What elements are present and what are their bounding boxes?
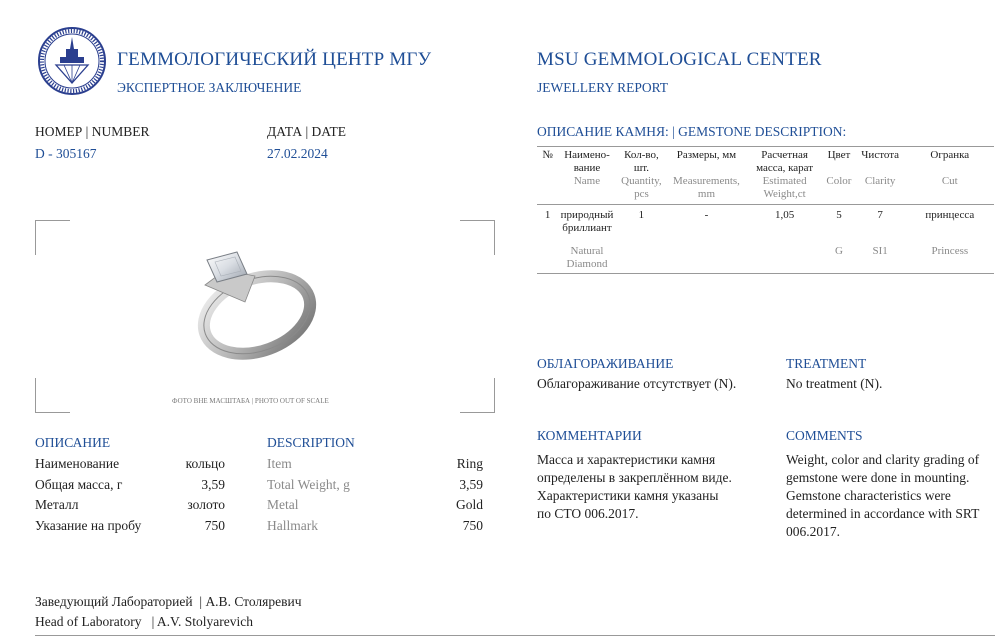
col-name-ru: Наимено- вание: [558, 147, 616, 176]
row-name-en: Natural Diamond: [558, 245, 616, 274]
crop-mark-bottom-left: [35, 378, 70, 413]
title-en: MSU GEMMOLOGICAL CENTER: [537, 49, 822, 70]
signature-ru: Заведующий Лабораторией | А.В. Столяревич: [35, 594, 302, 609]
row-qty: 1: [638, 209, 645, 221]
row-clarity-ru: 7: [877, 209, 883, 221]
date-label: ДАТА | DATE: [267, 124, 347, 139]
crop-mark-bottom-right: [460, 378, 495, 413]
col-num-ru: №: [537, 147, 558, 176]
description-label-en: DESCRIPTION: [267, 435, 355, 450]
col-clarity-en: Clarity: [855, 175, 906, 205]
row-cut-ru: принцесса: [925, 209, 975, 221]
row-color-en: G: [823, 245, 855, 274]
ring-photo: [185, 240, 320, 360]
col-weight-en: Estimated Weight,ct: [746, 175, 823, 205]
row-size: -: [704, 209, 709, 221]
gemstone-table-header: [537, 147, 994, 176]
subtitle-en: JEWELLERY REPORT: [537, 80, 669, 95]
row-weight: 1,05: [774, 209, 795, 221]
treatment-label-ru: ОБЛАГОРАЖИВАНИЕ: [537, 356, 674, 371]
gemstone-section-label: ОПИСАНИЕ КАМНЯ: | GEMSTONE DESCRIPTION:: [537, 124, 847, 139]
crop-mark-top-right: [460, 220, 495, 255]
col-qty-en: Quantity, pcs: [616, 175, 667, 205]
treatment-text-ru: Облагораживание отсутствует (N).: [537, 376, 737, 391]
comments-label-ru: КОММЕНТАРИИ: [537, 428, 642, 443]
number-value: D - 305167: [35, 146, 97, 161]
row-color-ru: 5: [836, 209, 842, 221]
row-name-ru: природный бриллиант: [560, 209, 614, 234]
bottom-divider: [35, 635, 995, 636]
comments-label-en: COMMENTS: [786, 428, 863, 443]
row-cut-en: Princess: [906, 245, 994, 274]
col-cut-en: Cut: [906, 175, 994, 205]
date-value: 27.02.2024: [267, 146, 328, 161]
col-num-en: [537, 175, 558, 205]
gemstone-table-subheader: [537, 175, 994, 205]
col-color-en: Color: [823, 175, 855, 205]
table-row: [537, 245, 994, 274]
col-cut-ru: Огранка: [906, 147, 994, 176]
signature-en: Head of Laboratory | A.V. Stolyarevich: [35, 614, 254, 629]
col-size-en: Measurements, mm: [667, 175, 746, 205]
col-name-en: Name: [558, 175, 616, 205]
col-clarity-ru: Чистота: [855, 147, 906, 176]
description-label-ru: ОПИСАНИЕ: [35, 435, 111, 450]
treatment-text-en: No treatment (N).: [786, 376, 883, 391]
col-color-ru: Цвет: [823, 147, 855, 176]
col-size-ru: Размеры, мм: [667, 147, 746, 176]
treatment-label-en: TREATMENT: [786, 356, 867, 371]
row-clarity-en: SI1: [855, 245, 906, 274]
col-weight-ru: Расчетная масса, карат: [746, 147, 823, 176]
gemstone-table: [537, 146, 994, 274]
crop-mark-top-left: [35, 220, 70, 255]
title-ru: ГЕММОЛОГИЧЕСКИЙ ЦЕНТР МГУ: [117, 49, 432, 70]
row-num: 1: [544, 209, 551, 221]
photo-caption: ФОТО ВНЕ МАСШТАБА | PHOTO OUT OF SCALE: [172, 397, 329, 405]
table-row: [537, 205, 994, 246]
col-qty-ru: Кол-во, шт.: [616, 147, 667, 176]
comments-text-en: Weight, color and clarity grading of gemstone were done in mounting. Gemstone characteristics were determined in accordance with SRT 006.2017.: [786, 452, 980, 539]
subtitle-ru: ЭКСПЕРТНОЕ ЗАКЛЮЧЕНИЕ: [117, 80, 302, 95]
comments-text-ru: Масса и характеристики камня определены в закреплённом виде. Характеристики камня указаны по СТО 006.2017.: [537, 452, 732, 521]
msu-gemmological-logo: [38, 27, 106, 95]
number-label: НОМЕР | NUMBER: [35, 124, 150, 139]
